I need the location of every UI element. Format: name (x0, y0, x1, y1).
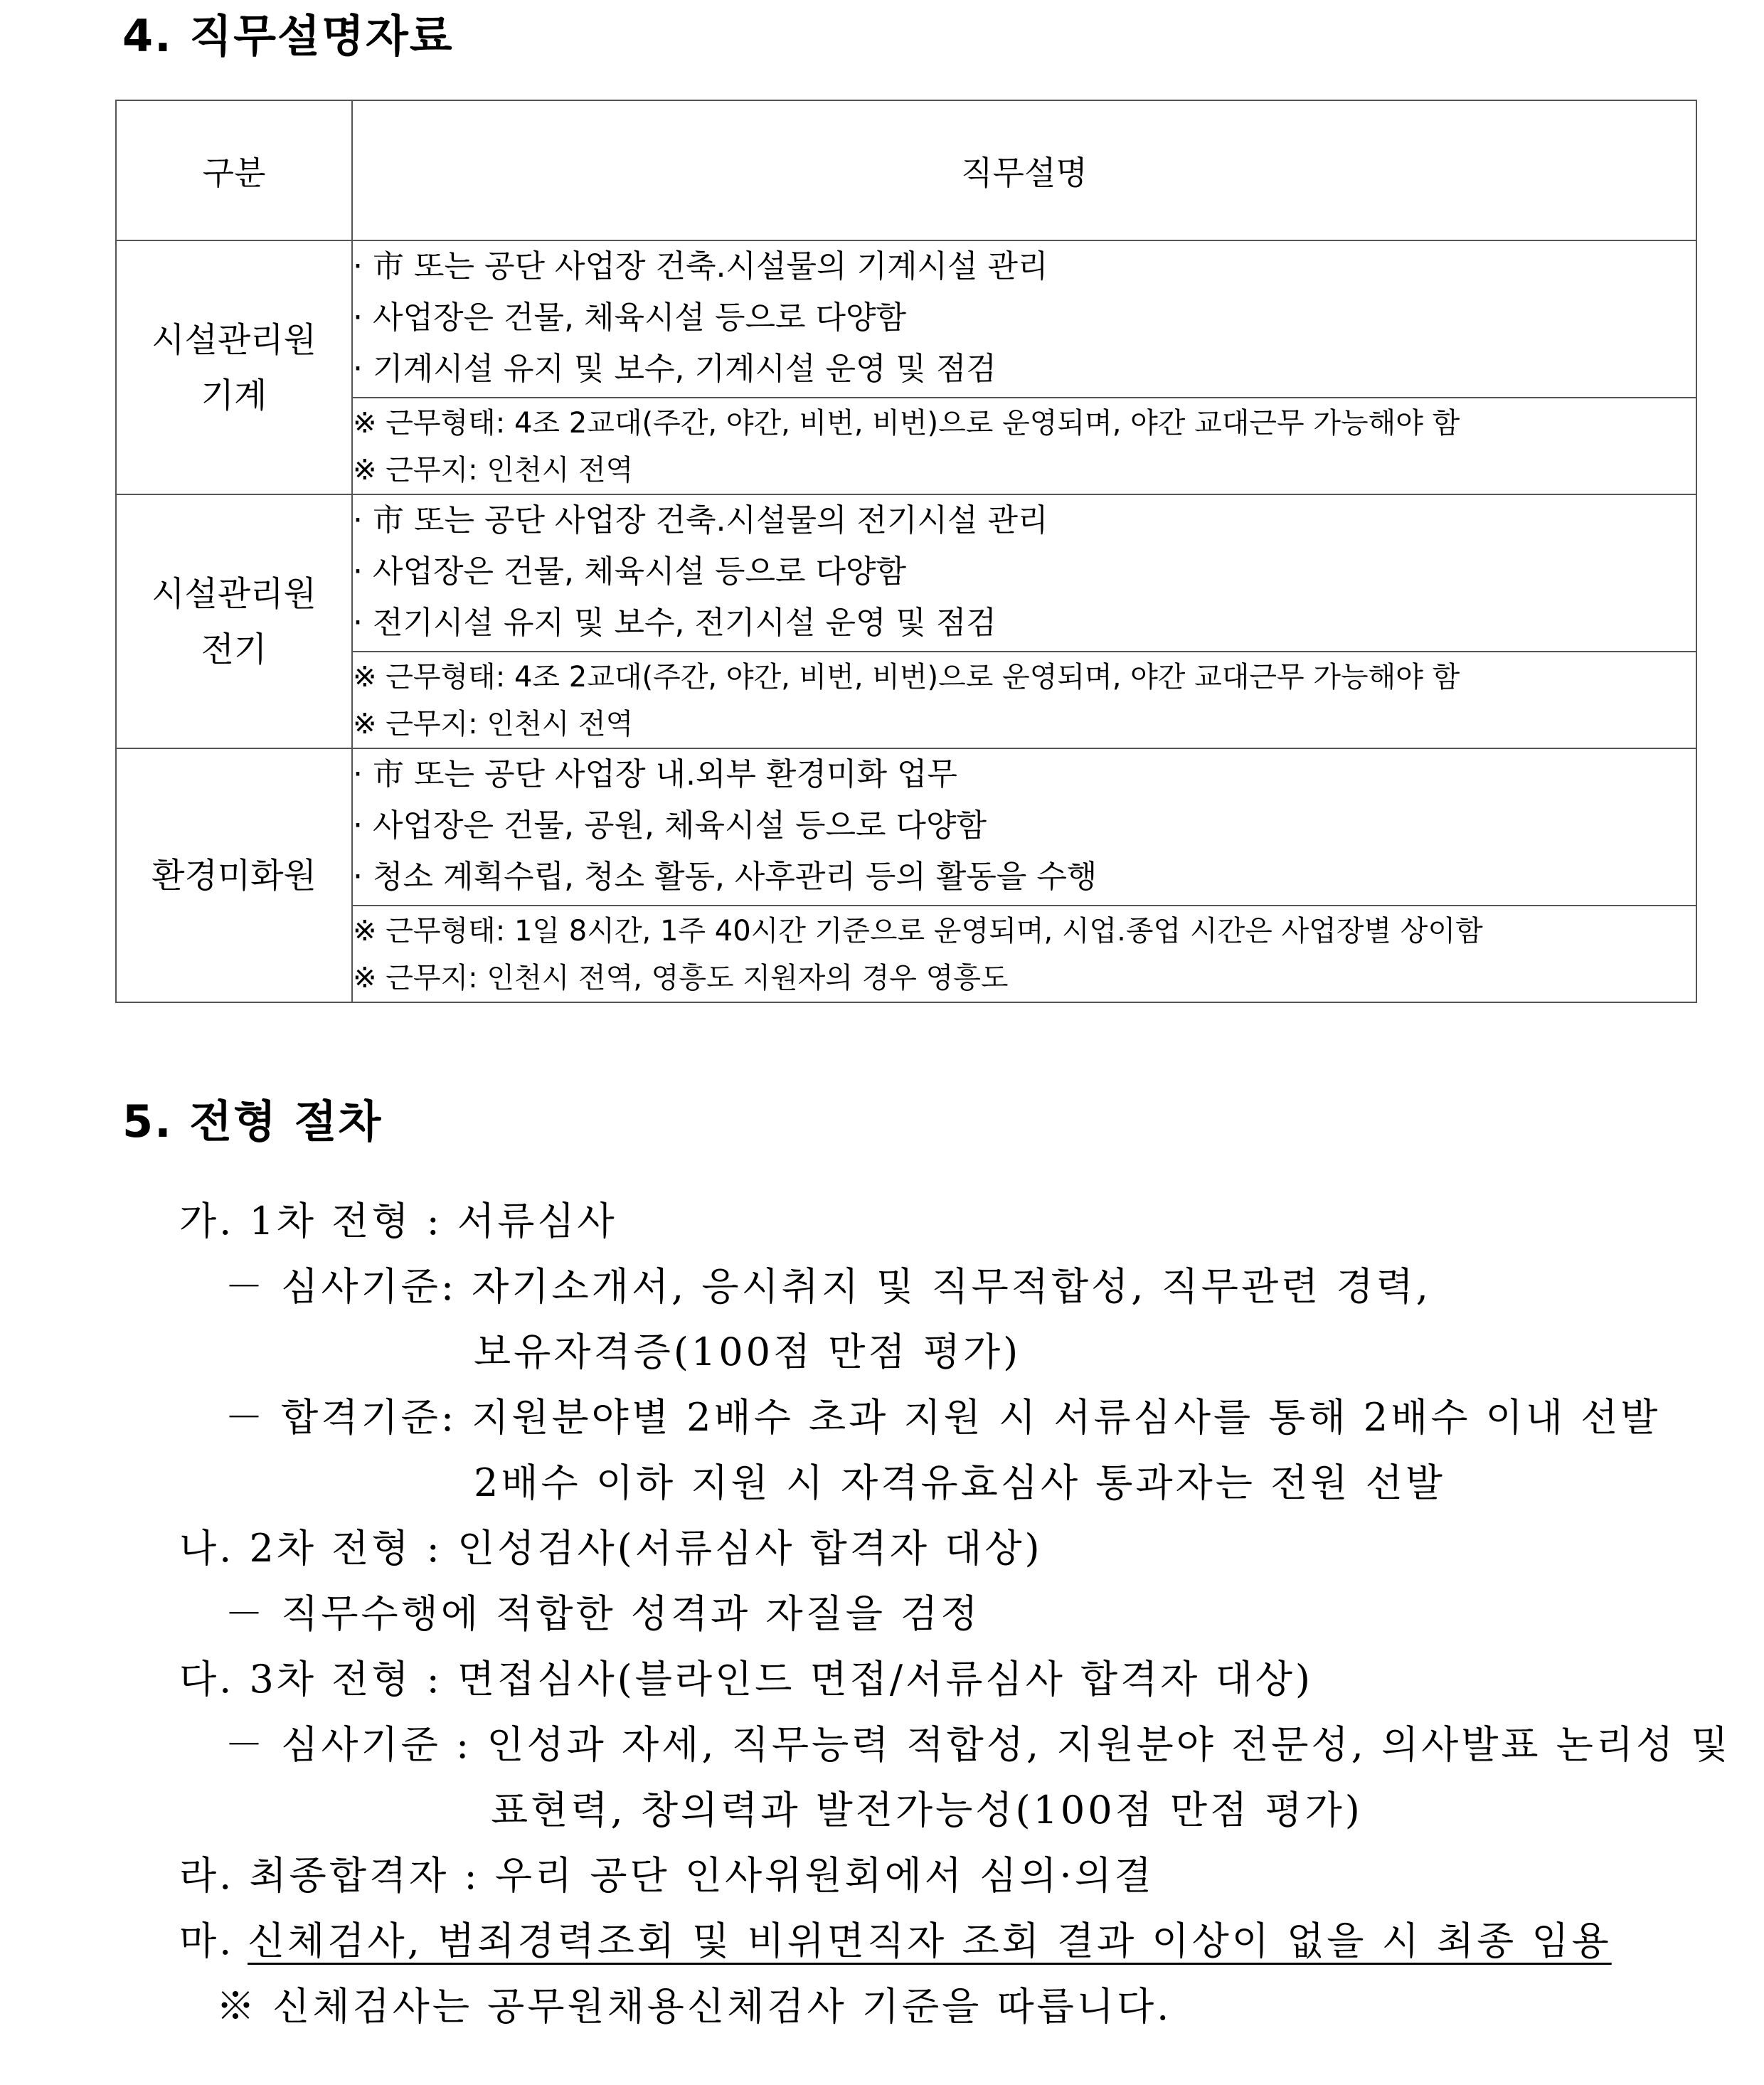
role-name: 시설관리원 (152, 573, 317, 614)
duty-note: ※ 근무형태: 1일 8시간, 1주 40시간 기준으로 운영되며, 시업.종업 시간은 사업장별 상이함 (353, 915, 1483, 948)
header-description: 직무설명 (352, 100, 1696, 240)
duty-bullet: · 市 또는 공단 사업장 내.외부 환경미화 업무 (353, 756, 957, 792)
duty-bullets-cell (352, 748, 1696, 906)
table-row (116, 240, 1696, 398)
stage-3-criteria-cont: 표현력, 창의력과 발전가능성(100점 만점 평가) (491, 1788, 1363, 1832)
role-cell (116, 240, 352, 494)
stage-1-criteria: － 심사기준: 자기소개서, 응시취지 및 직무적합성, 직무관련 경력, (225, 1264, 1431, 1309)
table-row (116, 494, 1696, 652)
job-description-table (115, 100, 1697, 1003)
duty-note: ※ 근무형태: 4조 2교대(주간, 야간, 비번, 비번)으로 운영되며, 야간 교대근무 가능해야 함 (353, 407, 1460, 440)
duty-bullets-cell (352, 494, 1696, 652)
duty-note: ※ 근무지: 인천시 전역 (353, 454, 634, 487)
role-name: 시설관리원 (152, 319, 317, 360)
duty-notes-cell (352, 652, 1696, 748)
stage-1-title: 가. 1차 전형 : 서류심사 (179, 1199, 617, 1243)
stage-1-criteria-cont: 보유자격증(100점 만점 평가) (474, 1330, 1021, 1374)
duty-notes-cell (352, 906, 1696, 1002)
role-cell (116, 748, 352, 1002)
duty-bullets-cell (352, 240, 1696, 398)
duty-bullet: · 청소 계획수립, 청소 활동, 사후관리 등의 활동을 수행 (353, 859, 1098, 895)
section-4-heading: 4. 직무설명자료 (122, 10, 454, 62)
stage-2-detail: － 직무수행에 적합한 성격과 자질을 검정 (225, 1591, 981, 1636)
table-row-notes (116, 906, 1696, 1002)
table-header-row (116, 100, 1696, 240)
duty-bullet: · 市 또는 공단 사업장 건축.시설물의 기계시설 관리 (353, 248, 1048, 285)
duty-bullet: · 사업장은 건물, 체육시설 등으로 다양함 (353, 299, 906, 336)
stage-3-criteria: － 심사기준 : 인성과 자세, 직무능력 적합성, 지원분야 전문성, 의사발표 논리성 및 (225, 1722, 1731, 1767)
duty-bullet: · 市 또는 공단 사업장 건축.시설물의 전기시설 관리 (353, 502, 1048, 539)
duty-bullet: · 기계시설 유지 및 보수, 기계시설 운영 및 점검 (353, 351, 997, 387)
stage-2-title: 나. 2차 전형 : 인성검사(서류심사 합격자 대상) (179, 1526, 1043, 1571)
stage-1-pass-criteria-cont: 2배수 이하 지원 시 자격유효심사 통과자는 전원 선발 (474, 1460, 1445, 1505)
duty-note: ※ 근무형태: 4조 2교대(주간, 야간, 비번, 비번)으로 운영되며, 야간 교대근무 가능해야 함 (353, 661, 1460, 694)
duty-note: ※ 근무지: 인천시 전역 (353, 708, 634, 741)
section-5-heading: 5. 전형 절차 (122, 1095, 383, 1147)
stage-3-title: 다. 3차 전형 : 면접심사(블라인드 면접/서류심사 합격자 대상) (179, 1657, 1313, 1702)
table-row-notes (116, 652, 1696, 748)
role-field: 전기 (201, 629, 267, 669)
role-name: 환경미화원 (152, 855, 317, 896)
final-pass-title: 라. 최종합격자 : 우리 공단 인사위원회에서 심의·의결 (179, 1853, 1154, 1898)
medical-exam-note: ※ 신체검사는 공무원채용신체검사 기준을 따릅니다. (216, 1984, 1172, 2029)
header-category: 구분 (116, 100, 352, 240)
role-cell (116, 494, 352, 748)
duty-note: ※ 근무지: 인천시 전역, 영흥도 지원자의 경우 영흥도 (353, 962, 1009, 994)
table-row-notes (116, 398, 1696, 494)
duty-notes-cell (352, 398, 1696, 494)
role-field: 기계 (201, 375, 267, 415)
table-row (116, 748, 1696, 906)
final-appointment-marker: 마. (179, 1919, 235, 1963)
duty-bullet: · 사업장은 건물, 체육시설 등으로 다양함 (353, 553, 906, 590)
final-appointment-text: 신체검사, 범죄경력조회 및 비위면직자 조회 결과 이상이 없을 시 최종 임용 (248, 1919, 1612, 1963)
stage-1-pass-criteria: － 합격기준: 지원분야별 2배수 초과 지원 시 서류심사를 통해 2배수 이내 선발 (225, 1395, 1661, 1440)
duty-bullet: · 사업장은 건물, 공원, 체육시설 등으로 다양함 (353, 807, 987, 844)
duty-bullet: · 전기시설 유지 및 보수, 전기시설 운영 및 점검 (353, 605, 997, 641)
